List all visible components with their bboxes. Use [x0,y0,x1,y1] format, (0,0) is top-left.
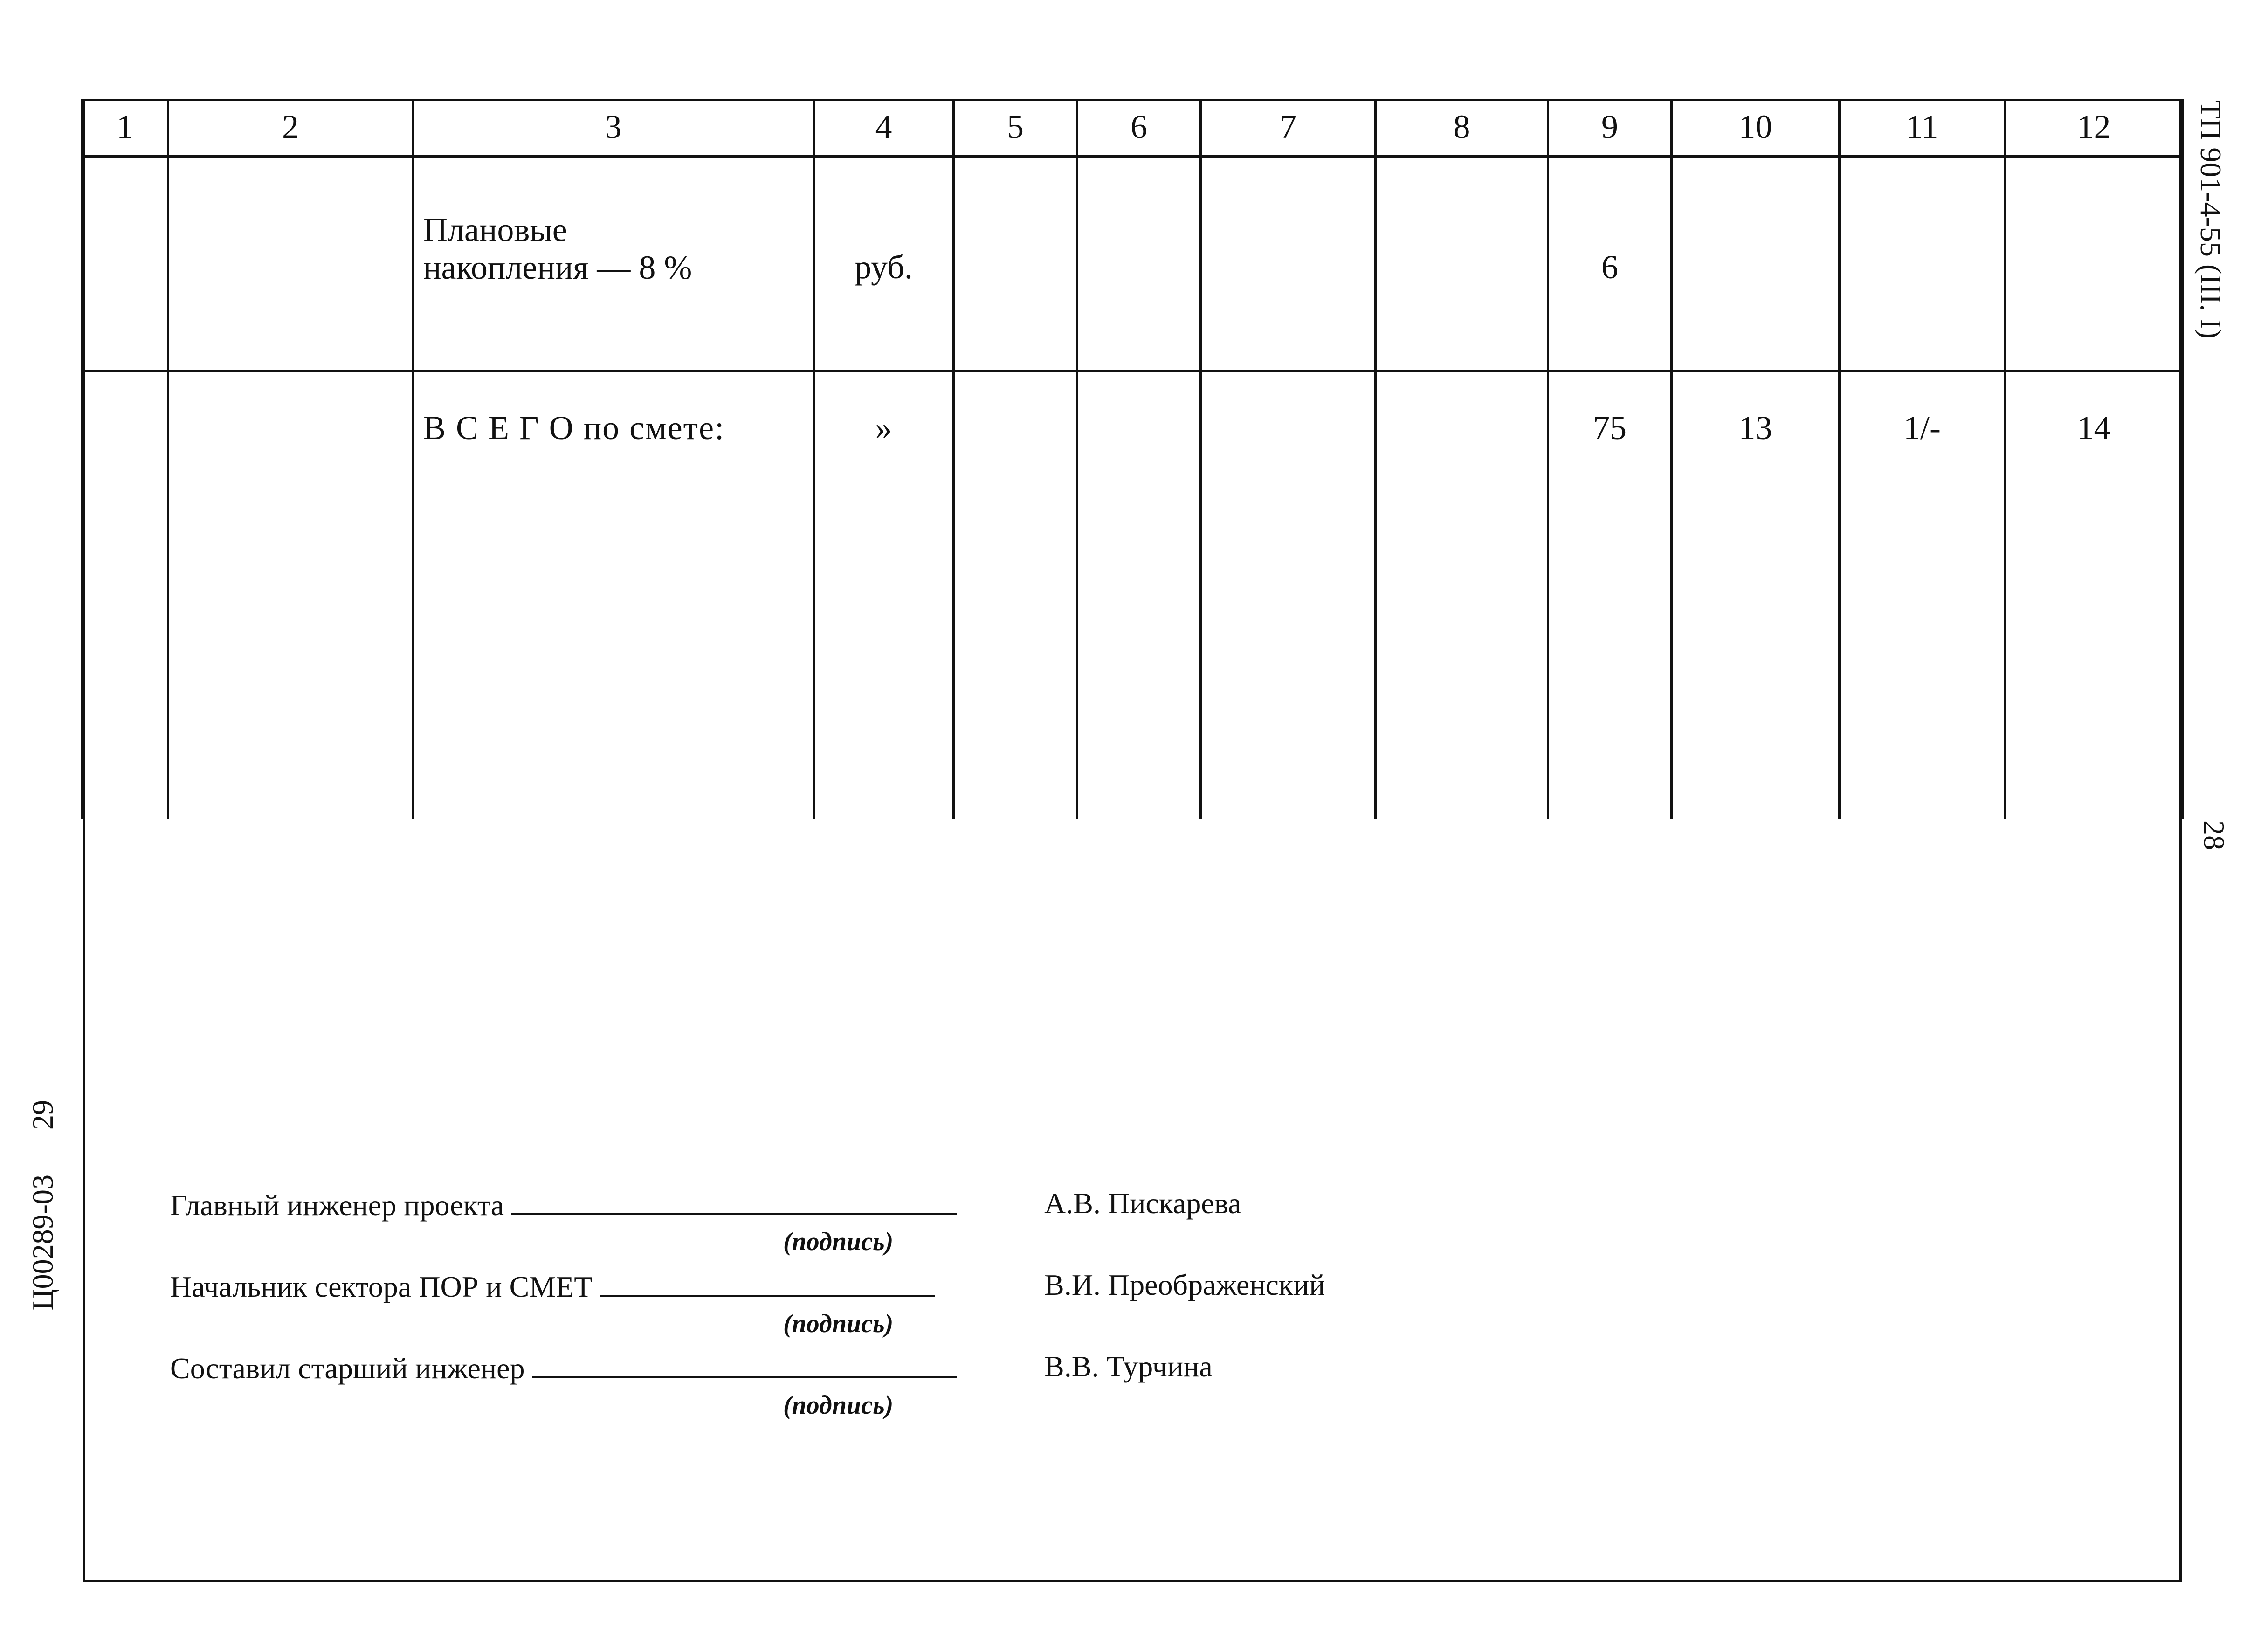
column-header: 11 [1840,99,2005,157]
column-header: 8 [1376,99,1548,157]
cell-value [1841,158,2004,248]
signature-line [532,1349,957,1378]
column-header: 9 [1548,99,1672,157]
cell-value: 14 [2077,409,2111,447]
signature-role: Главный инженер проекта [170,1189,504,1222]
signature-row [170,1186,1241,1223]
signature-name: А.В. Пискарева [1044,1187,1241,1220]
table-row [82,371,2183,820]
signature-name: В.И. Преображенский [1044,1268,1325,1301]
column-header: 12 [2005,99,2183,157]
column-header: 5 [954,99,1077,157]
table-header-row [82,99,2183,157]
signature-role: Составил старший инженер [170,1352,525,1385]
column-header: 1 [82,99,168,157]
cell-value [2006,158,2182,248]
signature-role: Начальник сектора ПОР и СМЕТ [170,1270,593,1303]
cell-value [1673,158,1838,248]
cell-value: 1/- [1903,409,1941,447]
cell-description [413,371,814,820]
document-code-right: ТП 901-4-55 (III. I) [2194,100,2227,339]
column-header: 2 [168,99,413,157]
signature-hint: (подпись) [783,1227,894,1256]
estimate-table [81,99,2184,819]
signature-name: В.В. Турчина [1044,1350,1213,1383]
column-header: 10 [1672,99,1840,157]
left-code: Ц00289-03 [26,1175,59,1311]
column-header: 4 [814,99,954,157]
signature-row [170,1268,1325,1304]
page-number-left: 29 [26,1100,59,1130]
total-label: В С Е Г О по смете: [423,409,725,447]
document-code-left [26,1100,60,1311]
cell-unit: руб. [855,248,913,286]
cell-value: 6 [1601,248,1618,286]
signature-row [170,1349,1213,1386]
cell-value: 75 [1593,409,1627,447]
cell-unit: » [875,409,892,447]
description-line: накопления — 8 % [423,248,692,286]
column-header: 6 [1077,99,1201,157]
signature-line [511,1186,957,1215]
cell-description [413,157,814,371]
signature-hint: (подпись) [783,1391,894,1420]
signature-hint: (подпись) [783,1309,894,1338]
description-line: Плановые [423,211,567,248]
column-header: 7 [1201,99,1376,157]
page-number-right: 28 [2198,820,2231,850]
cell-value: 13 [1738,409,1772,447]
column-header: 3 [413,99,814,157]
table-row [82,157,2183,371]
signature-line [600,1268,935,1297]
